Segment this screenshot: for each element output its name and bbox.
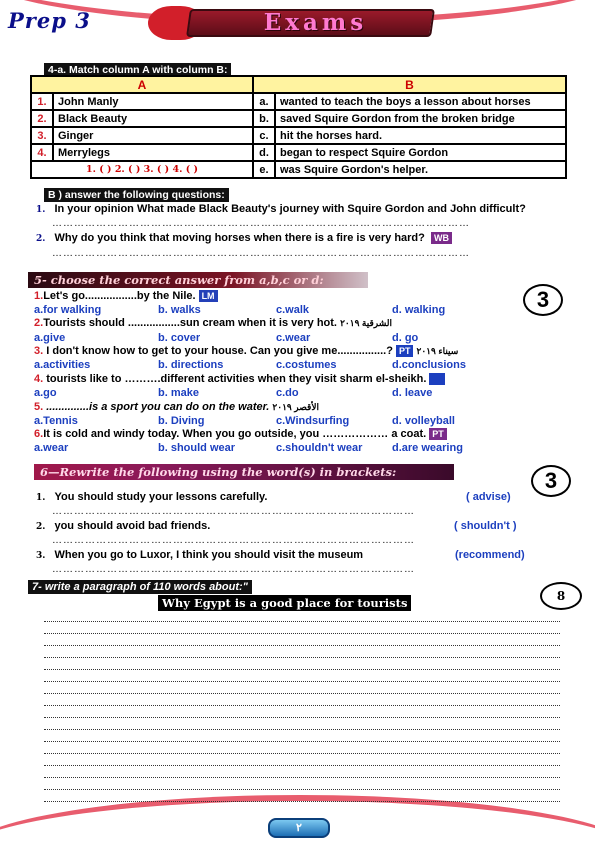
page-number: ٢: [268, 818, 330, 838]
question-text: ..............is a sport you can do on the water.: [43, 401, 270, 413]
table-row: [31, 161, 566, 178]
section-b-title: B ) answer the following questions:: [44, 188, 229, 202]
section-5-title: 5- choose the correct answer from a,b,c or d:: [28, 272, 368, 288]
option-c[interactable]: c.shouldn't wear: [276, 442, 363, 454]
option-a[interactable]: a.give: [34, 332, 66, 344]
option-d[interactable]: d. volleyball: [392, 415, 455, 427]
item-number: 3.: [36, 551, 46, 561]
row-number: 3.: [31, 127, 53, 144]
writing-line: [44, 682, 560, 694]
item-text: You should study your lessons carefully.: [54, 491, 268, 503]
section-7-title: 7- write a paragraph of 110 words about:": [28, 580, 252, 594]
table-row: [31, 144, 566, 161]
table-row: [31, 110, 566, 127]
answer-line[interactable]: ……………………………………………………………………………………………………: [52, 218, 470, 229]
source-badge: PT: [429, 428, 447, 440]
row-number: 1.: [31, 93, 53, 110]
column-a-cell: Ginger: [53, 127, 253, 144]
score-circle: 3: [531, 465, 571, 497]
option-c[interactable]: c.Windsurfing: [276, 415, 350, 427]
source-badge: [429, 373, 445, 385]
answer-line[interactable]: ………………………………………………………………………………………: [52, 535, 415, 546]
question-number: 6.: [34, 428, 44, 440]
match-table: [30, 75, 567, 179]
writing-line: [44, 766, 560, 778]
score-circle: 3: [523, 284, 563, 316]
writing-line: [44, 742, 560, 754]
row-letter: d.: [253, 144, 275, 161]
writing-line: [44, 778, 560, 790]
paragraph-topic: Why Egypt is a good place for tourists: [158, 595, 411, 611]
option-d[interactable]: d. walking: [392, 304, 446, 316]
option-a[interactable]: a.wear: [34, 442, 69, 454]
option-a[interactable]: a.for walking: [34, 304, 102, 316]
question-text: Let's go.................by the Nile.: [43, 290, 196, 302]
question-text: It is cold and windy today. When you go outside, you ……………… a coat.: [43, 428, 427, 440]
question-number: 2.: [34, 317, 44, 329]
question-number: 3.: [34, 345, 44, 357]
answer-line[interactable]: ………………………………………………………………………………………: [52, 564, 415, 575]
row-letter: c.: [253, 127, 275, 144]
row-number: 4.: [31, 144, 53, 161]
option-b[interactable]: b. cover: [158, 332, 201, 344]
question-text: Tourists should .................sun cream when it is very hot.: [43, 317, 337, 329]
writing-line: [44, 754, 560, 766]
source-badge: WB: [431, 232, 452, 244]
question-text: Why do you think that moving horses when there is a fire is very hard?: [54, 232, 425, 244]
column-a-cell: Merrylegs: [53, 144, 253, 161]
option-b[interactable]: b. Diving: [158, 415, 205, 427]
option-c[interactable]: c.costumes: [276, 359, 337, 371]
writing-line: [44, 670, 560, 682]
column-a-header: A: [31, 76, 253, 93]
writing-line: [44, 646, 560, 658]
question-number: 1.: [36, 205, 46, 215]
bracket-word: ( advise): [466, 491, 511, 503]
option-c[interactable]: c.wear: [276, 332, 311, 344]
item-text: When you go to Luxor, I think you should visit the museum: [54, 549, 364, 561]
question-text: tourists like to ……….different activities when they visit sharm el-sheikh.: [43, 373, 427, 385]
source-badge: PT: [396, 345, 414, 357]
row-letter: b.: [253, 110, 275, 127]
question-number: 1.: [34, 290, 44, 302]
writing-line: [44, 718, 560, 730]
option-b[interactable]: b. walks: [158, 304, 201, 316]
column-a-cell: John Manly: [53, 93, 253, 110]
column-b-cell: hit the horses hard.: [275, 127, 566, 144]
row-letter: e.: [253, 161, 275, 178]
option-b[interactable]: b. make: [158, 387, 199, 399]
source-note: الشرقية ٢٠١٩: [340, 318, 392, 328]
column-b-cell: began to respect Squire Gordon: [275, 144, 566, 161]
writing-line: [44, 730, 560, 742]
question-number: 4.: [34, 373, 44, 385]
option-b[interactable]: b. should wear: [158, 442, 236, 454]
option-d[interactable]: d.are wearing: [392, 442, 463, 454]
item-text: you should avoid bad friends.: [54, 520, 211, 532]
row-number: 2.: [31, 110, 53, 127]
score-circle: 8: [540, 582, 582, 610]
item-number: 1.: [36, 493, 46, 503]
source-note: سيناء ٢٠١٩: [416, 346, 459, 356]
writing-line: [44, 694, 560, 706]
answer-line[interactable]: ………………………………………………………………………………………: [52, 506, 415, 517]
column-b-header: B: [253, 76, 566, 93]
column-b-cell: was Squire Gordon's helper.: [275, 161, 566, 178]
column-b-cell: wanted to teach the boys a lesson about horses: [275, 93, 566, 110]
option-c[interactable]: c.do: [276, 387, 299, 399]
question-number: 5.: [34, 401, 44, 413]
bracket-word: ( shouldn't ): [454, 520, 517, 532]
answer-line[interactable]: ……………………………………………………………………………………………………: [52, 248, 470, 259]
source-note: الأقصر ٢٠١٩: [272, 402, 319, 412]
option-d[interactable]: d.conclusions: [392, 359, 466, 371]
writing-area[interactable]: [44, 610, 560, 802]
writing-line: [44, 622, 560, 634]
writing-line: [44, 658, 560, 670]
writing-line: [44, 634, 560, 646]
row-letter: a.: [253, 93, 275, 110]
writing-line: [44, 790, 560, 802]
answer-blanks[interactable]: 1. ( ) 2. ( ) 3. ( ) 4. ( ): [31, 161, 253, 178]
page-title: Exams: [263, 9, 368, 36]
option-a[interactable]: a.go: [34, 387, 57, 399]
column-b-cell: saved Squire Gordon from the broken bridge: [275, 110, 566, 127]
question-text: In your opinion What made Black Beauty's journey with Squire Gordon and John difficult?: [54, 203, 526, 215]
item-number: 2.: [36, 522, 46, 532]
grade-label: Prep 3: [8, 8, 91, 33]
option-c[interactable]: c.walk: [276, 304, 310, 316]
source-badge: LM: [199, 290, 218, 302]
section-6-title: 6—Rewrite the following using the word(s) in brackets:: [34, 464, 454, 480]
writing-line: [44, 706, 560, 718]
option-b[interactable]: b. directions: [158, 359, 224, 371]
option-a[interactable]: a.Tennis: [34, 415, 78, 427]
section-4a-title: 4-a. Match column A with column B:: [44, 63, 231, 77]
option-d[interactable]: d. go: [392, 332, 419, 344]
table-row: [31, 93, 566, 110]
writing-line: [44, 610, 560, 622]
option-a[interactable]: a.activities: [34, 359, 91, 371]
bracket-word: (recommend): [455, 549, 525, 561]
table-row: [31, 127, 566, 144]
column-a-cell: Black Beauty: [53, 110, 253, 127]
exams-banner: [148, 6, 433, 40]
question-number: 2.: [36, 234, 46, 244]
question-text: I don't know how to get to your house. Can you give me................?: [43, 345, 393, 357]
option-d[interactable]: d. leave: [392, 387, 433, 399]
